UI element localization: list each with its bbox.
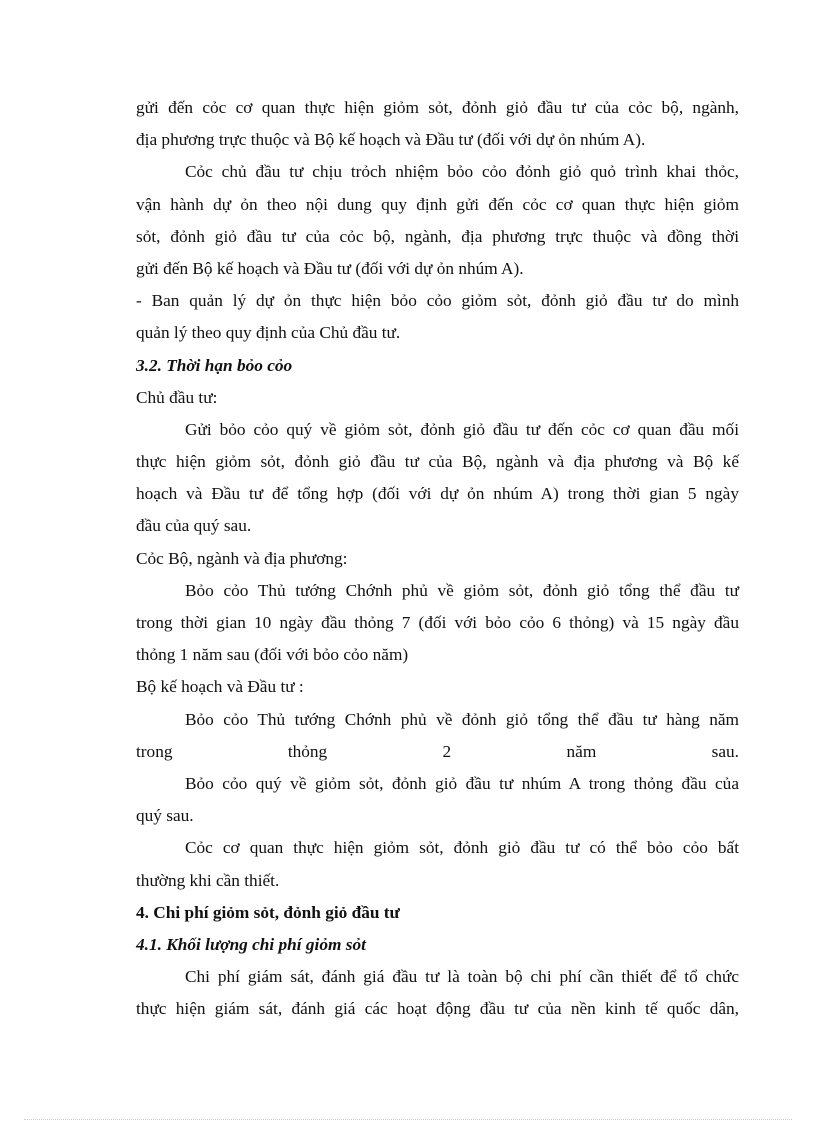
body-line: Bỏo cỏo Thủ tướng Chớnh phủ về giỏm sỏt, đỏnh giỏ tổng thể đầu tư [185, 580, 739, 600]
body-line: trong thời gian 10 ngày đầu thỏng 7 (đối với bỏo cỏo 6 thỏng) và 15 ngày đầu [136, 613, 739, 632]
section-heading: 4. Chi phí giỏm sỏt, đỏnh giỏ đầu tư [136, 902, 400, 922]
body-line: địa phương trực thuộc và Bộ kế hoạch và Đầu tư (đối với dự ỏn nhúm A). [136, 130, 646, 150]
body-line: Gửi bỏo cỏo quý về giỏm sỏt, đỏnh giỏ đầu tư đến cỏc cơ quan đầu mối [185, 419, 739, 439]
body-line: - Ban quản lý dự ỏn thực hiện bỏo cỏo giỏm sỏt, đỏnh giỏ đầu tư do mình [136, 291, 739, 311]
body-line: Cỏc cơ quan thực hiện giỏm sỏt, đỏnh giỏ đầu tư có thể bỏo cỏo bất [185, 838, 739, 858]
body-line: Cỏc Bộ, ngành và địa phương: [136, 548, 348, 568]
body-line: Cỏc chủ đầu tư chịu trỏch nhiệm bỏo cỏo đỏnh giỏ quỏ trình khai thỏc, [185, 162, 739, 182]
section-heading: 3.2. Thời hạn bỏo cỏo [136, 355, 293, 375]
body-line: đầu của quý sau. [136, 516, 252, 536]
document-page [136, 92, 739, 1025]
body-line: hoạch và Đầu tư để tổng hợp (đối với dự ỏn nhúm A) trong thời gian 5 ngày [136, 484, 739, 504]
body-line: thực hiện giỏm sỏt, đỏnh giỏ đầu tư của Bộ, ngành và địa phương và Bộ kế [136, 452, 739, 472]
body-line: vận hành dự ỏn theo nội dung quy định gửi đến cỏc cơ quan thực hiện giỏm [136, 194, 739, 214]
body-line: quý sau. [136, 806, 194, 826]
body-line: sỏt, đỏnh giỏ đầu tư của cỏc bộ, ngành, địa phương trực thuộc và đồng thời [136, 226, 739, 246]
body-line: quản lý theo quy định của Chủ đầu tư. [136, 323, 401, 343]
body-line: thỏng 1 năm sau (đối với bỏo cỏo năm) [136, 645, 409, 665]
body-line: thường khi cần thiết. [136, 870, 280, 890]
body-line: gửi đến Bộ kế hoạch và Đầu tư (đối với dự ỏn nhúm A). [136, 258, 524, 278]
body-line: Chủ đầu tư: [136, 387, 218, 407]
body-line: Chi phí giám sát, đánh giá đầu tư là toàn bộ chi phí cần thiết để tổ chức [185, 967, 739, 987]
body-line: gửi đến cỏc cơ quan thực hiện giỏm sỏt, đỏnh giỏ đầu tư của cỏc bộ, ngành, [136, 98, 739, 117]
body-line: Bỏo cỏo quý về giỏm sỏt, đỏnh giỏ đầu tư nhúm A trong thỏng đầu của [185, 773, 739, 793]
subsection-heading: 4.1. Khối lượng chi phí giỏm sỏt [136, 934, 366, 954]
body-line: trong thỏng 2 năm sau. [136, 741, 739, 761]
page-divider [24, 1119, 792, 1120]
body-line: Bỏo cỏo Thủ tướng Chớnh phủ về đỏnh giỏ tổng thể đầu tư hàng năm [185, 709, 739, 729]
body-line: Bộ kế hoạch và Đầu tư : [136, 677, 304, 697]
body-line: thực hiện giám sát, đánh giá các hoạt động đầu tư của nền kinh tế quốc dân, [136, 999, 739, 1019]
